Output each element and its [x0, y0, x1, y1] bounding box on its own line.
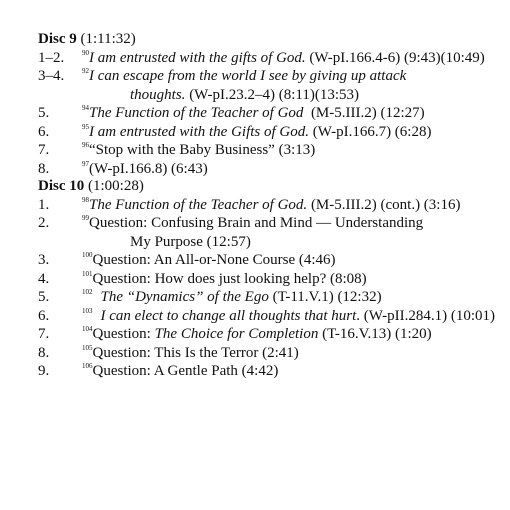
- track-title-continued: My Purpose (12:57): [130, 233, 251, 250]
- disc-heading: [38, 177, 498, 196]
- track-reference: (T-16.V.13) (1:20): [322, 326, 432, 342]
- track-number: 6.: [38, 307, 50, 324]
- footnote-marker: 92: [82, 67, 89, 75]
- track-row: [38, 196, 498, 215]
- footnote-marker: 106: [82, 362, 93, 370]
- track-title: Question: This Is the Terror (2:41): [92, 344, 299, 361]
- track-number: 7.: [38, 326, 50, 342]
- footnote-marker: 90: [82, 48, 89, 57]
- track-row: [38, 160, 498, 179]
- track-title: I can elect to change all thoughts that hurt: [100, 307, 357, 324]
- track-title: The “Dynamics” of the Ego: [100, 289, 269, 305]
- track-reference: (M-5.III.2) (12:27): [310, 105, 425, 121]
- track-reference: (W-pI.166.4-6) (9:43)(10:49): [309, 49, 485, 66]
- track-number: 3.: [38, 252, 50, 268]
- disc-title: Disc 9: [38, 31, 77, 47]
- track-continuation: [130, 233, 498, 252]
- disc-duration: (1:11:32): [80, 31, 136, 47]
- track-row: [38, 214, 498, 233]
- track-row: [38, 325, 498, 344]
- track-continuation: [130, 86, 498, 105]
- disc-heading: [38, 30, 498, 49]
- track-title: (W-pI.166.8) (6:43): [89, 160, 208, 177]
- track-row: [38, 123, 498, 142]
- track-reference: (W-pI.23.2–4) (8:11)(13:53): [189, 86, 360, 103]
- track-title: “Stop with the Baby Business” (3:13): [89, 142, 316, 158]
- track-title: The Choice for Completion: [154, 326, 319, 342]
- track-reference: (W-pI.166.7) (6:28): [312, 123, 432, 140]
- track-title: I am entrusted with the Gifts of God.: [89, 123, 309, 140]
- track-row: [38, 141, 498, 160]
- track-title: The Function of the Teacher of God: [89, 105, 304, 121]
- track-row: [38, 49, 498, 68]
- track-number: 3–4.: [38, 68, 65, 84]
- track-row: [38, 104, 498, 123]
- track-title-continued: thoughts.: [130, 86, 186, 103]
- footnote-marker: 102: [82, 288, 93, 296]
- track-prefix: Question:: [92, 326, 151, 342]
- footnote-marker: 99: [82, 214, 89, 222]
- footnote-marker: 104: [82, 325, 93, 333]
- track-row: [38, 251, 498, 270]
- footnote-marker: 101: [82, 269, 93, 278]
- footnote-marker: 103: [82, 306, 93, 315]
- track-number: 7.: [38, 142, 50, 158]
- disc-10-section: [38, 177, 498, 381]
- track-title: Question: A Gentle Path (4:42): [92, 363, 279, 379]
- track-row: [38, 307, 498, 326]
- track-number: 5.: [38, 105, 50, 121]
- footnote-marker: 96: [82, 141, 89, 149]
- track-title: Question: How does just looking help? (8:08): [92, 270, 367, 287]
- track-number: 8.: [38, 344, 50, 361]
- track-number: 5.: [38, 289, 50, 305]
- track-reference: . (W-pII.284.1) (10:01): [356, 307, 496, 324]
- disc-9-section: [38, 30, 498, 178]
- footnote-marker: 98: [82, 195, 89, 204]
- track-reference: (T-11.V.1) (12:32): [272, 289, 382, 305]
- track-number: 2.: [38, 215, 50, 231]
- track-title: Question: Confusing Brain and Mind — Understanding: [89, 215, 424, 231]
- track-row: [38, 288, 498, 307]
- footnote-marker: 97: [82, 159, 89, 168]
- track-row: [38, 344, 498, 363]
- track-number: 1–2.: [38, 49, 65, 66]
- footnote-marker: 94: [82, 104, 89, 112]
- track-row: [38, 362, 498, 381]
- track-title: Question: An All-or-None Course (4:46): [92, 252, 336, 268]
- track-title: I am entrusted with the gifts of God.: [89, 49, 306, 66]
- footnote-marker: 100: [82, 251, 93, 259]
- footnote-marker: 95: [82, 122, 89, 131]
- track-reference: (M-5.III.2) (cont.) (3:16): [310, 196, 461, 213]
- track-title: The Function of the Teacher of God.: [89, 196, 308, 213]
- track-row: [38, 67, 498, 86]
- track-number: 6.: [38, 123, 50, 140]
- track-number: 4.: [38, 270, 50, 287]
- track-title: I can escape from the world I see by giving up attack: [89, 68, 407, 84]
- footnote-marker: 105: [82, 343, 93, 352]
- track-number: 8.: [38, 160, 50, 177]
- disc-title: Disc 10: [38, 178, 85, 194]
- track-number: 9.: [38, 363, 50, 379]
- track-row: [38, 270, 498, 289]
- track-number: 1.: [38, 196, 50, 213]
- disc-duration: (1:00:28): [88, 178, 144, 194]
